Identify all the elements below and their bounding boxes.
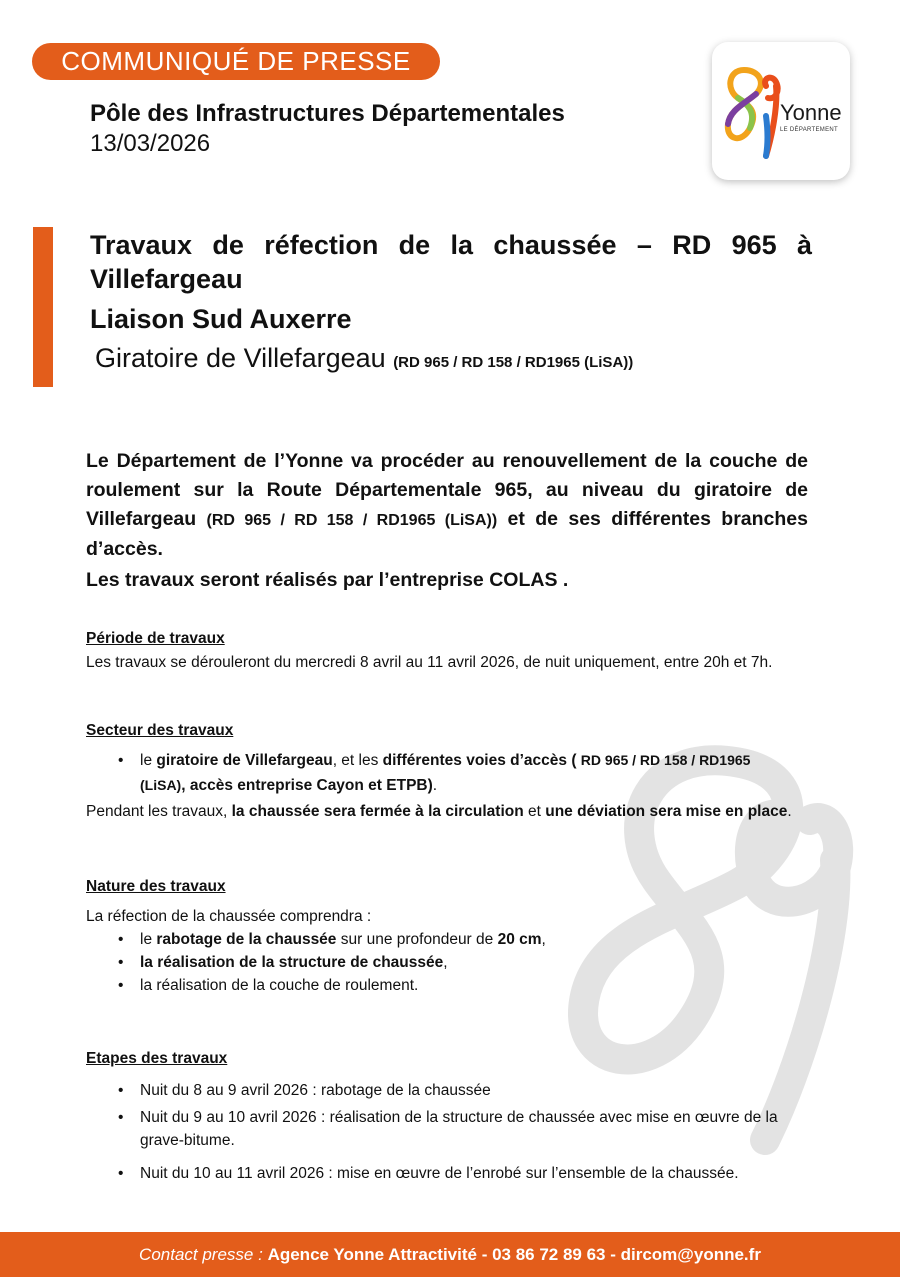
section-heading-secteur: Secteur des travaux [86,722,234,739]
yonne-logo [712,42,850,180]
intro-paragraph [86,447,808,564]
giratoire-name: Giratoire de Villefargeau [95,343,386,373]
logo-subtitle: LE DÉPARTEMENT [780,127,838,133]
periode-text: Les travaux se dérouleront du mercredi 8 avril au 11 avril 2026, de nuit uniquement, entre 20h et 7h. [86,654,773,671]
press-release-badge: COMMUNIQUÉ DE PRESSE [32,43,440,80]
list-item: • Nuit du 10 au 11 avril 2026 : mise en œuvre de l’enrobé sur l’ensemble de la chaussée. [118,1162,798,1185]
intro-roads: (RD 965 / RD 158 / RD1965 (LiSA)) [206,512,498,529]
secteur-bold-acces: , accès entreprise Cayon et ETPB) [181,777,433,794]
yonne-department-logo-icon [722,56,784,166]
section-heading-periode: Période de travaux [86,630,225,647]
page-subtitle: Liaison Sud Auxerre [90,304,352,334]
list-item: • le rabotage de la chaussée sur une profondeur de 20 cm, [118,928,778,951]
intro-text-a: Le Département de l’Yonne va procéder au renouvellement de la couche de roulement sur la Route Départementale 965, au niveau du giratoire de Villefargeau [86,450,808,530]
footer-label: Contact presse : [139,1245,268,1264]
giratoire-roads: (RD 965 / RD 158 / RD1965 (LiSA)) [393,354,634,371]
secteur-bold-giratoire: giratoire de Villefargeau [156,752,333,769]
intro-text-b: et de ses différentes branches d’accès. [86,508,808,560]
secteur-list [118,748,788,798]
secteur-pendant: Pendant les travaux, la chaussée sera fermée à la circulation et une déviation sera mise en place. [86,803,792,820]
list-item: • la réalisation de la couche de roulement. [118,974,778,997]
title-accent-bar [33,227,53,387]
section-heading-etapes: Etapes des travaux [86,1050,228,1067]
page-title: Travaux de réfection de la chaussée – RD 965 à Villefargeau [90,230,812,294]
etapes-list [118,1079,798,1185]
list-item: • la réalisation de la structure de chaussée, [118,951,778,974]
pendant-bold-closure: la chaussée sera fermée à la circulation [231,803,524,820]
logo-wordmark: Yonne [780,100,842,125]
release-date: 13/03/2026 [90,130,211,157]
secteur-bold-voies: différentes voies d’accès ( [382,752,581,769]
nature-intro: La réfection de la chaussée comprendra : [86,908,372,925]
nature-list [118,928,778,997]
giratoire-line [95,343,633,374]
section-heading-nature: Nature des travaux [86,878,226,895]
footer-contact: Agence Yonne Attractivité - 03 86 72 89 63 - dircom@yonne.fr [267,1245,761,1264]
contractor-line: Les travaux seront réalisés par l’entreprise COLAS . [86,569,569,591]
secteur-roads: RD 965 / RD 158 / RD1965 (LiSA) [140,752,751,793]
pendant-bold-deviation: une déviation sera mise en place [545,803,788,820]
department-pole: Pôle des Infrastructures Départementales [90,100,565,127]
list-item: • Nuit du 9 au 10 avril 2026 : réalisation de la structure de chaussée avec mise en œuvre de la grave-bitume. [118,1106,798,1152]
footer-contact-bar [0,1232,900,1277]
list-item: • Nuit du 8 au 9 avril 2026 : rabotage de la chaussée [118,1079,798,1102]
list-item: • le giratoire de Villefargeau, et les différentes voies d’accès ( RD 965 / RD 158 / RD1965 (LiSA), accès entreprise Cayon et ETPB). [118,748,788,798]
